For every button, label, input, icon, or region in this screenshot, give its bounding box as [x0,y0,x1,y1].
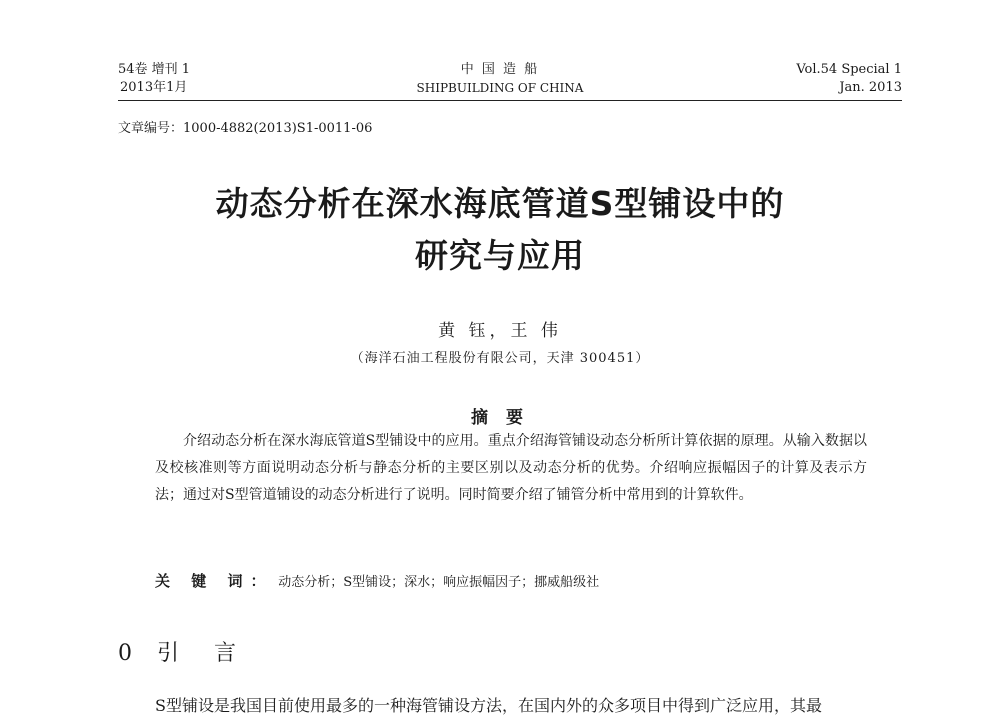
volume-en: Vol.54 Special 1 [796,62,902,77]
title-line-2: 研究与应用 [415,236,585,275]
journal-name-en: SHIPBUILDING OF CHINA [416,81,584,95]
article-number: 文章编号：1000-4882(2013)S1-0011-06 [118,121,373,136]
keywords-text: 动态分析；S型铺设；深水；响应振幅因子；挪威船级社 [278,575,600,590]
authors: 黄 钰，王 伟 [438,321,562,341]
abstract-heading: 摘 要 [471,408,529,428]
keywords-label: 关 键 词： [155,572,274,590]
publication-date-cn: 2013年1月 [120,80,188,95]
volume-issue: 54卷 增刊 1 [118,62,191,77]
publication-date-en: Jan. 2013 [839,80,902,95]
section-title: 引 言 [157,641,250,666]
keywords [155,570,599,591]
journal-name-cn: 中 国 造 船 [460,62,540,77]
header-rule [118,100,902,101]
section-number: 0 [118,641,132,666]
section-heading [118,636,250,667]
abstract-text: 介绍动态分析在深水海底管道S型铺设中的应用。重点介绍海管铺设动态分析所计算依据的原理。从输入数据以及校核准则等方面说明动态分析与静态分析的主要区别以及动态分析的优势。介绍响应振幅因子的计算及表示方法；通过对S型管道铺设的动态分析进行了说明。同时简要介绍了铺管分析中常用到的计算软件。 [155,433,867,503]
title-line-1: 动态分析在深水海底管道S型铺设中的 [215,184,785,223]
affiliation: （海洋石油工程股份有限公司，天津 300451） [350,351,650,366]
intro-paragraph: S型铺设是我国目前使用最多的一种海管铺设方法，在国内外的众多项目中得到广泛应用，其最 [155,696,822,715]
